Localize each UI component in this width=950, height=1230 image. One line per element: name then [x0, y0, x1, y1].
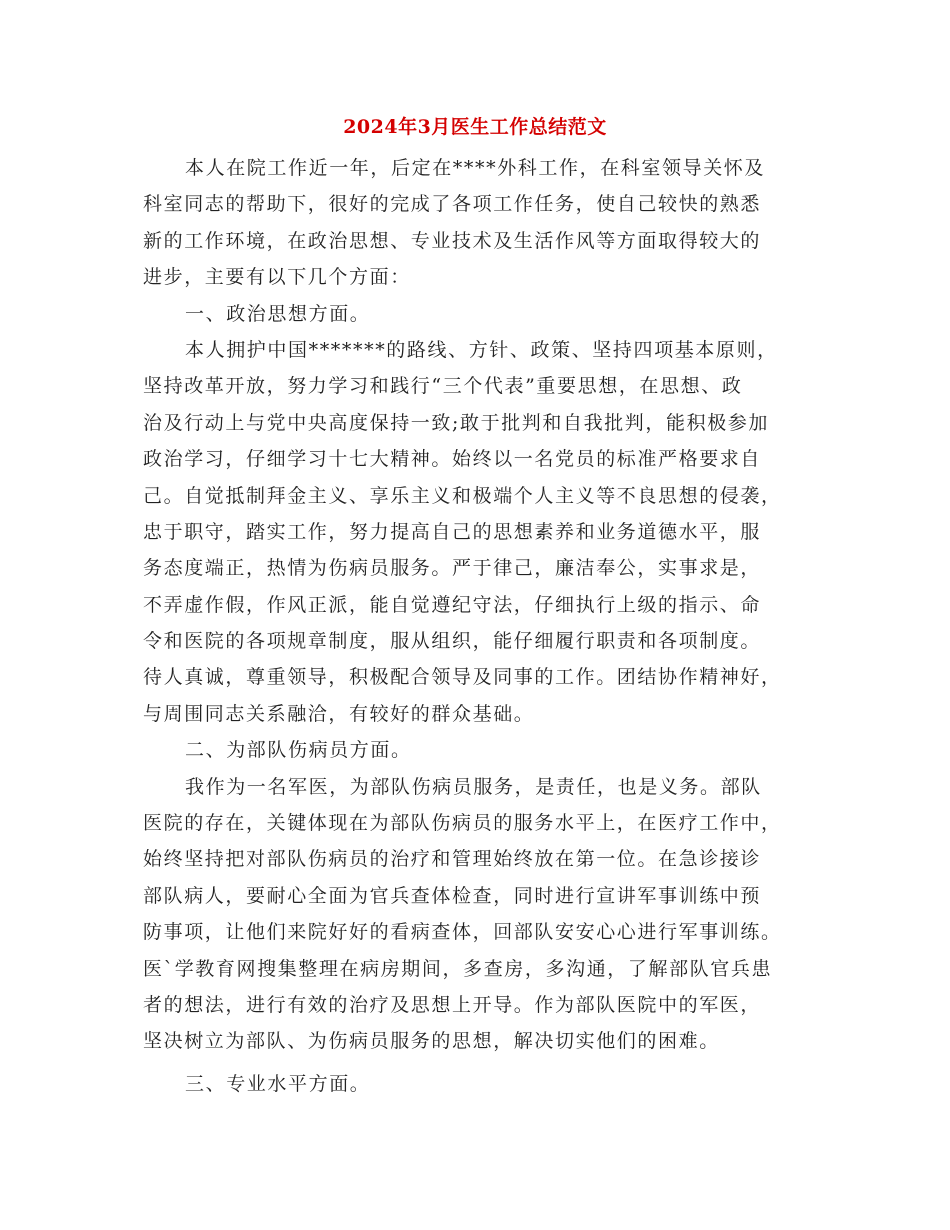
text-line: 进步，主要有以下几个方面： [143, 266, 411, 289]
text-line: 新的工作环境，在政治思想、专业技术及生活作风等方面取得较大的 [143, 229, 762, 252]
section-heading-3: 三、专业水平方面。 [185, 1072, 371, 1095]
document-title: 2024年3月医生工作总结范文 [343, 116, 607, 138]
text-line: 忠于职守，踏实工作，努力提高自己的思想素养和业务道德水平，服 [143, 520, 762, 543]
text-line: 科室同志的帮助下，很好的完成了各项工作任务，使自己较快的熟悉 [143, 193, 762, 216]
text-line: 者的想法，进行有效的治疗及思想上开导。作为部队医院中的军医， [143, 993, 762, 1016]
text-line: 政治学习，仔细学习十七大精神。始终以一名党员的标准严格要求自 [143, 448, 762, 471]
text-line: 坚决树立为部队、为伤病员服务的思想，解决切实他们的困难。 [143, 1030, 720, 1053]
document-body [143, 150, 813, 1102]
text-line: 己。自觉抵制拜金主义、享乐主义和极端个人主义等不良思想的侵袭， [143, 484, 782, 507]
text-line: 坚持改革开放，努力学习和践行“三个代表”重要思想，在思想、政 [143, 375, 743, 398]
text-line: 令和医院的各项规章制度，服从组织，能仔细履行职责和各项制度。 [143, 630, 762, 653]
text-line: 部队病人，要耐心全面为官兵查体检查，同时进行宣讲军事训练中预 [143, 884, 762, 907]
text-line: 本人在院工作近一年，后定在****外科工作，在科室领导关怀及 [185, 157, 766, 179]
text-line: 与周围同志关系融洽，有较好的群众基础。 [143, 702, 535, 725]
text-line: 始终坚持把对部队伤病员的治疗和管理始终放在第一位。在急诊接诊 [143, 848, 762, 871]
text-line: 本人拥护中国*******的路线、方针、政策、坚持四项基本原则， [185, 338, 778, 361]
section-heading-2: 二、为部队伤病员方面。 [185, 739, 412, 762]
text-line: 不弄虚作假，作风正派，能自觉遵纪守法，仔细执行上级的指示、命 [143, 593, 762, 616]
text-line: 医院的存在，关键体现在为部队伤病员的服务水平上，在医疗工作中， [143, 812, 782, 835]
text-line: 治及行动上与党中央高度保持一致;敢于批判和自我批判，能积极参加 [143, 411, 770, 434]
text-line: 医`学教育网搜集整理在病房期间，多查房，多沟通，了解部队官兵患 [143, 957, 773, 980]
text-line: 务态度端正，热情为伤病员服务。严于律己，廉洁奉公，实事求是， [143, 557, 762, 580]
text-line: 防事项，让他们来院好好的看病查体，回部队安安心心进行军事训练。 [143, 921, 782, 944]
section-heading-1: 一、政治思想方面。 [185, 302, 371, 325]
text-line: 我作为一名军医，为部队伤病员服务，是责任，也是义务。部队 [185, 775, 762, 798]
text-line: 待人真诚，尊重领导，积极配合领导及同事的工作。团结协作精神好， [143, 666, 782, 689]
